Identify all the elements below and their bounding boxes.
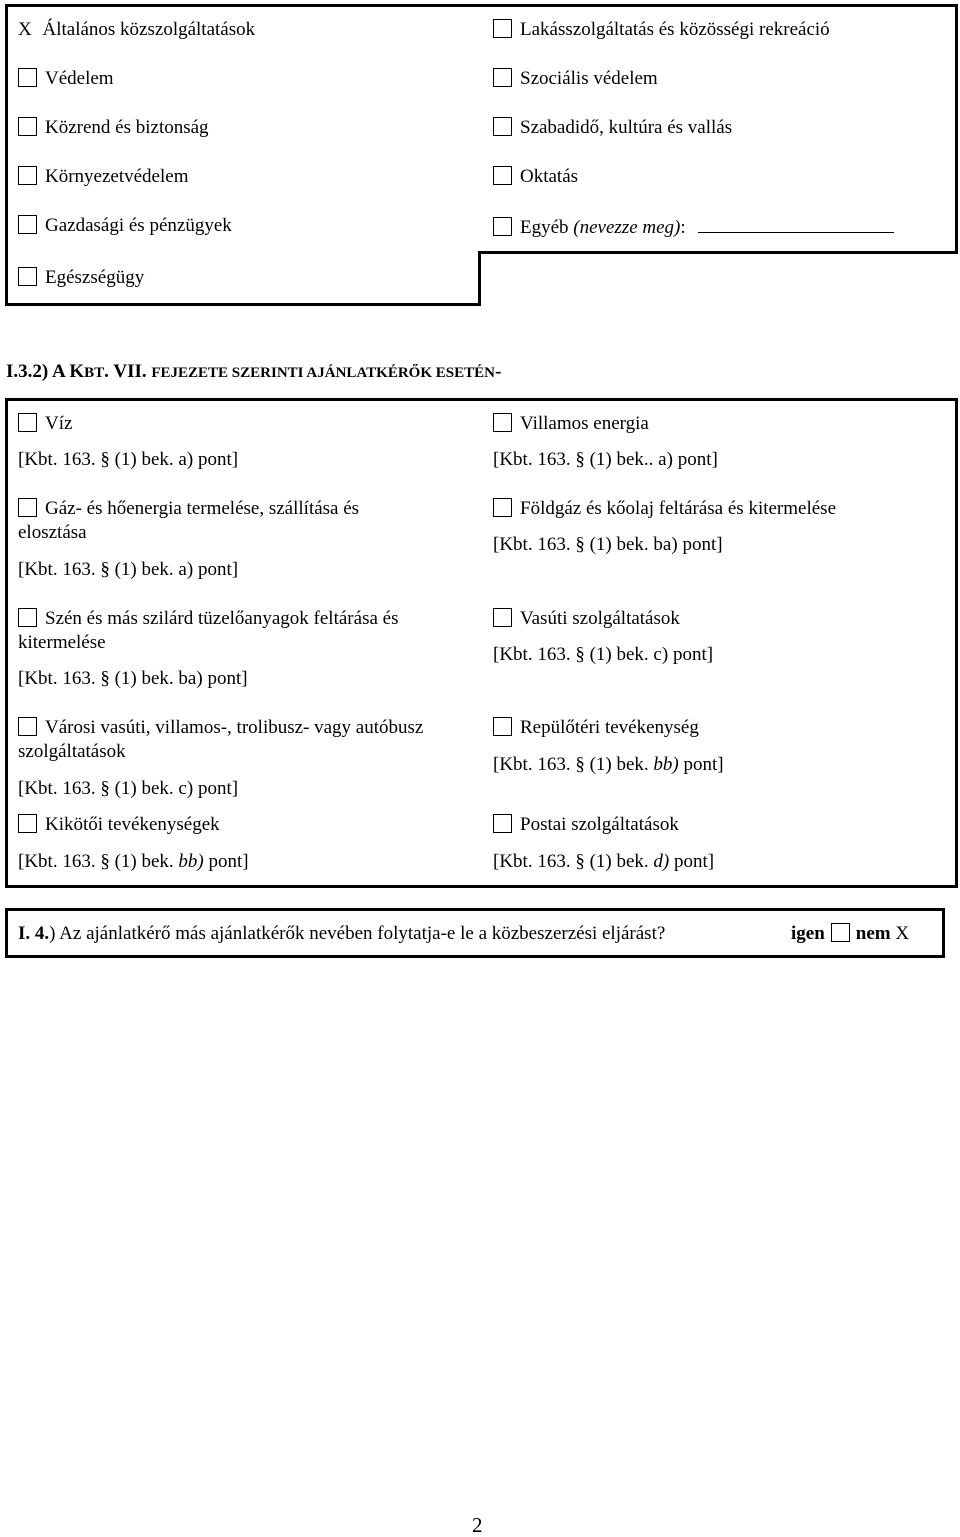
utility-coal-solid-fuel[interactable] xyxy=(18,607,398,631)
ref-text: [Kbt. 163. § (1) bek. xyxy=(493,754,654,775)
question-text: ) Az ajánlatkérő más ajánlatkérők nevében folytatja-e le a közbeszerzési eljárást? xyxy=(49,923,666,944)
option-label: Lakásszolgáltatás és közösségi rekreáció xyxy=(520,19,830,40)
ref-suffix: pont] xyxy=(678,754,724,775)
checkbox[interactable] xyxy=(18,267,37,286)
option-other[interactable] xyxy=(493,214,894,240)
checkbox[interactable] xyxy=(18,498,37,517)
section-heading-i32 xyxy=(6,360,501,385)
heading-rest: FEJEZETE SZERINTI AJÁNLATKÉRŐK ESETÉN xyxy=(151,365,495,381)
utility-railway-services[interactable] xyxy=(493,607,680,631)
no-label: nem xyxy=(855,923,891,944)
ref-point: ba) xyxy=(653,534,678,555)
option-label: Szabadidő, kultúra és vallás xyxy=(520,117,733,138)
checkbox[interactable] xyxy=(18,814,37,833)
option-label: Repülőtéri tevékenység xyxy=(520,717,699,738)
checkbox[interactable] xyxy=(18,166,37,185)
ref-text: [Kbt. 163. § (1) bek. xyxy=(18,449,179,470)
ref-text: [Kbt. 163. § (1) bek. xyxy=(18,778,179,799)
utility-airport-activities[interactable] xyxy=(493,716,699,740)
option-housing-community[interactable] xyxy=(493,18,830,42)
option-label: Egészségügy xyxy=(45,267,145,288)
legal-reference xyxy=(18,777,238,801)
checkbox[interactable] xyxy=(18,413,37,432)
heading-vii: VII. xyxy=(113,361,152,382)
option-label: Egyéb xyxy=(520,217,569,238)
heading-k: K xyxy=(69,361,85,382)
heading-bt: BT xyxy=(84,365,105,381)
ref-text: [Kbt. 163. § (1) bek. xyxy=(18,668,179,689)
checkbox[interactable] xyxy=(18,608,37,627)
no-checked-mark[interactable]: X xyxy=(895,923,910,944)
yes-no-answer xyxy=(791,922,909,946)
utility-postal-services[interactable] xyxy=(493,813,679,837)
ref-suffix: pont] xyxy=(668,644,714,665)
legal-reference xyxy=(493,753,724,777)
ref-point: a) xyxy=(658,449,673,470)
checkbox[interactable] xyxy=(493,68,512,87)
ref-text: [Kbt. 163. § (1) bek.. xyxy=(493,449,659,470)
legal-reference xyxy=(18,850,249,874)
heading-number: I.3.2) xyxy=(6,361,52,382)
option-social-protection[interactable] xyxy=(493,67,658,91)
checkbox[interactable] xyxy=(493,217,512,236)
ref-text: [Kbt. 163. § (1) bek. xyxy=(493,644,654,665)
option-label: Gáz- és hőenergia termelése, szállítása és xyxy=(45,498,360,519)
ref-suffix: pont] xyxy=(677,534,723,555)
checkbox[interactable] xyxy=(18,68,37,87)
option-label: Szén és más szilárd tüzelőanyagok feltárása és xyxy=(45,608,399,629)
option-label: Közrend és biztonság xyxy=(45,117,209,138)
ref-point: d) xyxy=(653,851,670,872)
option-education[interactable] xyxy=(493,165,578,189)
ref-suffix: pont] xyxy=(193,778,239,799)
legal-reference xyxy=(493,850,714,874)
checkbox[interactable] xyxy=(493,19,512,38)
legal-reference xyxy=(18,558,238,582)
option-label: Postai szolgáltatások xyxy=(520,814,679,835)
option-environment[interactable] xyxy=(18,165,188,189)
option-label-continued: szolgáltatások xyxy=(18,741,126,762)
checkbox[interactable] xyxy=(493,717,512,736)
option-recreation-culture[interactable] xyxy=(493,116,732,140)
ref-suffix: pont] xyxy=(672,449,718,470)
checkbox[interactable] xyxy=(493,117,512,136)
ref-text: [Kbt. 163. § (1) bek. xyxy=(18,851,179,872)
ref-suffix: pont] xyxy=(193,559,239,580)
ref-point: bb) xyxy=(653,754,679,775)
option-health[interactable] xyxy=(18,266,144,290)
option-public-order-safety[interactable] xyxy=(18,116,209,140)
checkbox[interactable] xyxy=(18,117,37,136)
utility-gas-oil-extraction[interactable] xyxy=(493,497,836,521)
ref-point: a) xyxy=(178,559,194,580)
checkbox[interactable] xyxy=(18,215,37,234)
heading-a: A xyxy=(51,361,70,382)
ref-text: [Kbt. 163. § (1) bek. xyxy=(18,559,179,580)
checkbox[interactable] xyxy=(493,498,512,517)
utility-port-activities[interactable] xyxy=(18,813,220,837)
option-label: Kikötői tevékenységek xyxy=(45,814,220,835)
option-label: Víz xyxy=(45,413,73,434)
checkbox[interactable] xyxy=(493,166,512,185)
option-label: Védelem xyxy=(45,68,114,89)
ref-suffix: pont] xyxy=(203,851,249,872)
legal-reference xyxy=(493,533,723,557)
option-defence[interactable] xyxy=(18,67,114,91)
ref-text: [Kbt. 163. § (1) bek. xyxy=(493,851,654,872)
ref-text: [Kbt. 163. § (1) bek. xyxy=(493,534,654,555)
checkbox[interactable] xyxy=(18,717,37,736)
utility-gas-heat[interactable] xyxy=(18,497,359,521)
option-label: Általános közszolgáltatások xyxy=(42,19,256,40)
option-label: Környezetvédelem xyxy=(45,166,189,187)
question-number: I. 4. xyxy=(18,923,50,944)
page-number: 2 xyxy=(472,1513,483,1537)
heading-dot: . xyxy=(104,361,114,382)
option-label: Földgáz és kőolaj feltárása és kitermelése xyxy=(520,498,837,519)
option-hint: (nevezze meg) xyxy=(573,217,681,238)
checked-mark: X xyxy=(18,19,32,40)
yes-checkbox[interactable] xyxy=(831,923,850,942)
option-label: Városi vasúti, villamos-, trolibusz- vagy autóbusz xyxy=(45,717,424,738)
legal-reference xyxy=(18,448,238,472)
option-label: Gazdasági és pénzügyek xyxy=(45,215,232,236)
question-i4 xyxy=(18,922,665,946)
utility-water[interactable] xyxy=(18,412,72,436)
legal-reference xyxy=(18,667,248,691)
ref-suffix: pont] xyxy=(669,851,715,872)
ref-point: ba) xyxy=(178,668,203,689)
checkbox[interactable] xyxy=(493,608,512,627)
option-label-continued: elosztása xyxy=(18,522,87,543)
yes-label: igen xyxy=(791,923,825,944)
utility-electricity[interactable] xyxy=(493,412,649,436)
option-suffix: : xyxy=(680,217,686,238)
utility-urban-transport[interactable] xyxy=(18,716,423,740)
ref-suffix: pont] xyxy=(202,668,248,689)
ref-point: c) xyxy=(653,644,669,665)
option-label: Villamos energia xyxy=(520,413,649,434)
ref-point: bb) xyxy=(178,851,204,872)
option-label: Szociális védelem xyxy=(520,68,658,89)
ref-point: c) xyxy=(178,778,194,799)
other-specify-field[interactable] xyxy=(698,214,894,233)
legal-reference xyxy=(493,643,713,667)
option-general-public-services[interactable] xyxy=(18,18,255,42)
checkbox[interactable] xyxy=(493,814,512,833)
heading-dash: - xyxy=(494,361,502,382)
option-label: Oktatás xyxy=(520,166,579,187)
legal-reference xyxy=(493,448,718,472)
option-label-continued: kitermelése xyxy=(18,632,106,653)
ref-suffix: pont] xyxy=(193,449,239,470)
option-label: Vasúti szolgáltatások xyxy=(520,608,680,629)
ref-point: a) xyxy=(178,449,194,470)
option-economic-financial[interactable] xyxy=(18,214,232,238)
checkbox[interactable] xyxy=(493,413,512,432)
